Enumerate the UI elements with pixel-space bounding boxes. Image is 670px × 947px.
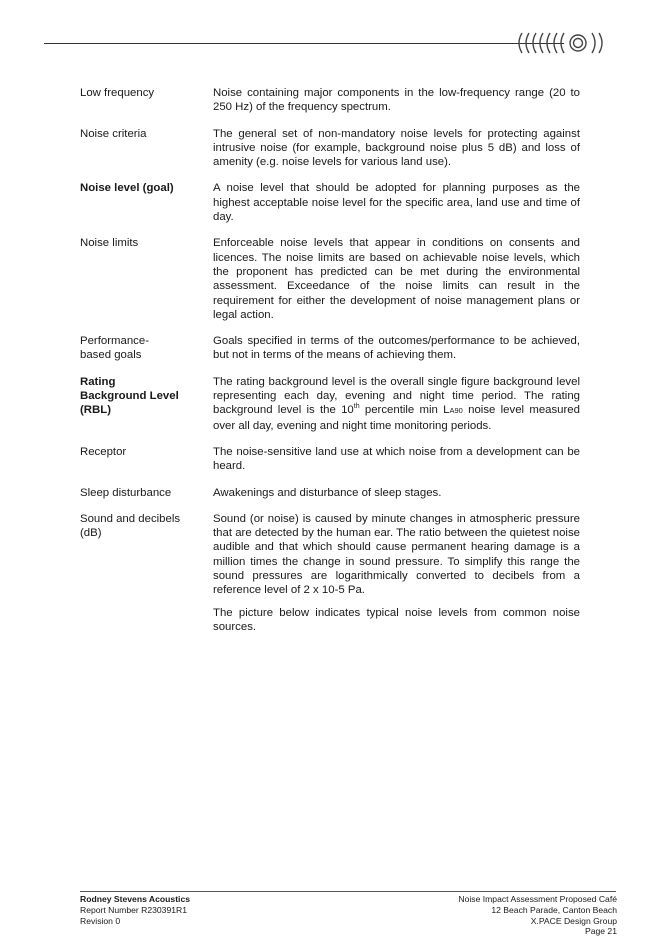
definition-paragraph: The general set of non-mandatory noise levels for protecting against intrusive noise (for example, background noise plus 5 dB) and loss of amenity (e.g. noise levels for various land use). [213,127,580,169]
subscript: A90 [449,406,463,416]
glossary-definition [213,127,580,170]
revision: Revision 0 [80,915,121,926]
report-title: Noise Impact Assessment Proposed Café [458,894,617,904]
glossary-entry-rbl [80,375,580,433]
glossary-term: Noise level (goal) [80,182,174,195]
definition-text: percentile min L [359,404,450,417]
company-name: Rodney Stevens Acoustics [80,894,191,904]
sound-wave-logo-icon [512,28,622,58]
footer-right [458,894,617,937]
glossary-definition [213,334,580,363]
definition-paragraph: The noise-sensitive land use at which noise from a development can be heard. [213,445,580,473]
report-number: Report Number R230391R1 [80,904,188,915]
glossary-table [80,86,580,646]
definition-paragraph: Noise containing major components in the low-frequency range (20 to 250 Hz) of the frequency spectrum. [213,87,580,114]
glossary-entry-noise-level-goal [80,181,580,224]
definition-paragraph: A noise level that should be adopted for planning purposes as the highest acceptable noise level for the specific area, land use and time of day. [213,182,580,224]
glossary-definition [213,486,580,500]
page-number: Page 21 [584,926,617,937]
glossary-definition [213,86,580,115]
glossary-term: Rating Background Level (RBL) [80,375,179,417]
client-name: X.PACE Design Group [530,915,617,926]
glossary-entry-performance-based-goals [80,334,580,363]
glossary-entry-noise-limits [80,236,580,322]
definition-text: The rating background level is the overall single figure background level representing each day, evening and night time period. The rating background level is the 10 [213,375,580,417]
header-rule [44,43,564,44]
glossary-entry-sleep-disturbance [80,486,580,500]
glossary-term: Noise limits [80,237,139,250]
glossary-entry-low-frequency [80,86,580,115]
glossary-term: Sound and decibels (dB) [80,512,181,540]
definition-paragraph: The picture below indicates typical noise levels from common noise sources. [213,606,580,633]
footer-rule [80,891,616,892]
glossary-term: Receptor [80,445,127,458]
definition-paragraph [213,375,580,433]
glossary-definition [213,181,580,224]
glossary-term: Low frequency [80,87,155,99]
definition-paragraph: Enforceable noise levels that appear in conditions on consents and licences. The noise limits are based on achievable noise levels, which the proponent has predicted can be met during the environmental assessment. Exceedance of the noise limits can result in the requirement for either the development of noise management plans or legal action. [213,237,580,321]
site-address: 12 Beach Parade, Canton Beach [491,904,617,915]
definition-paragraph: Sound (or noise) is caused by minute changes in atmospheric pressure that are detected by the human ear. The ratio between the quietest noise audible and that which should cause permanent hearing damage is a million times the change in sound pressure. To simplify this range the sound pressures are logarithmically converted to decibels from a reference level of 2 x 10-5 Pa. [213,512,580,597]
definition-paragraph: Goals specified in terms of the outcomes/performance to be achieved, but not in terms of the means of achieving them. [213,335,580,362]
glossary-term: Sleep disturbance [80,486,172,499]
glossary-term: Noise criteria [80,127,147,140]
glossary-definition [213,445,580,474]
glossary-definition [213,512,580,634]
superscript: th [353,403,360,411]
definition-text: noise level measured over all day, evening and night time monitoring periods. [213,404,580,432]
definition-paragraph: Awakenings and disturbance of sleep stages. [213,486,442,499]
glossary-definition [213,375,580,433]
glossary-entry-noise-criteria [80,127,580,170]
glossary-definition [213,236,580,322]
glossary-term: Performance- based goals [80,335,150,362]
glossary-entry-receptor [80,445,580,474]
glossary-entry-sound-and-decibels [80,512,580,634]
footer-left [80,894,190,926]
